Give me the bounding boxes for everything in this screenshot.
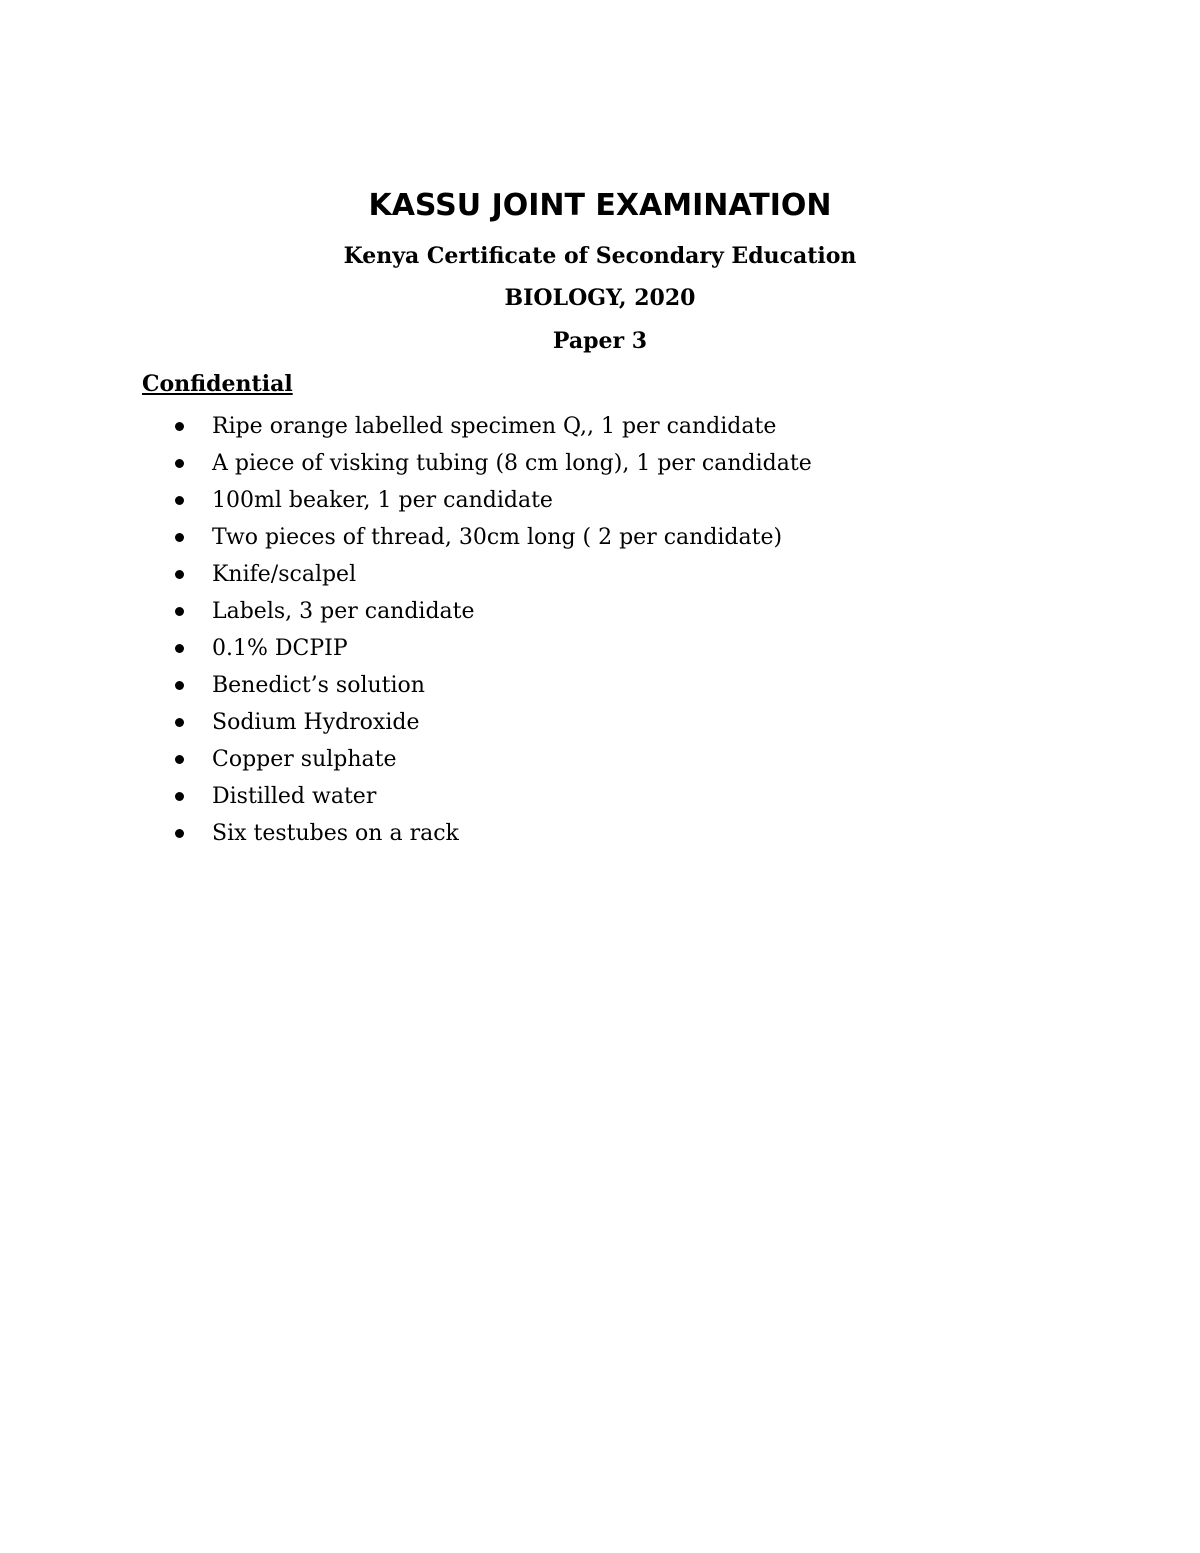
bullet-icon (175, 681, 184, 690)
exam-certificate-subtitle: Kenya Certificate of Secondary Education (343, 243, 857, 269)
bullet-icon (175, 533, 184, 542)
bullet-icon (175, 792, 184, 801)
list-item (0, 778, 1200, 815)
document-title: KASSU JOINT EXAMINATION (368, 188, 832, 223)
list-item (0, 593, 1200, 630)
list-item-text: Copper sulphate (212, 747, 397, 772)
bullet-icon (175, 718, 184, 727)
list-item-text: A piece of visking tubing (8 cm long), 1 per candidate (212, 451, 812, 476)
paper-number: Paper 3 (552, 328, 648, 354)
bullet-icon (175, 755, 184, 764)
list-item-text: Ripe orange labelled specimen Q,, 1 per candidate (212, 414, 777, 439)
list-item (0, 482, 1200, 519)
list-item-text: Distilled water (212, 784, 377, 809)
bullet-icon (175, 607, 184, 616)
list-item (0, 630, 1200, 667)
list-item (0, 445, 1200, 482)
list-item (0, 667, 1200, 704)
list-item-text: 0.1% DCPIP (212, 636, 348, 661)
list-item (0, 556, 1200, 593)
bullet-icon (175, 422, 184, 431)
list-item (0, 408, 1200, 445)
confidential-heading: Confidential (142, 371, 293, 397)
list-item-text: Two pieces of thread, 30cm long ( 2 per candidate) (212, 525, 783, 550)
list-item (0, 704, 1200, 741)
list-item-text: Six testubes on a rack (212, 821, 459, 846)
bullet-icon (175, 829, 184, 838)
bullet-icon (175, 644, 184, 653)
bullet-icon (175, 496, 184, 505)
requirements-list (0, 408, 1200, 852)
list-item (0, 741, 1200, 778)
bullet-icon (175, 459, 184, 468)
list-item-text: Knife/scalpel (212, 562, 357, 587)
list-item (0, 519, 1200, 556)
list-item-text: 100ml beaker, 1 per candidate (212, 488, 553, 513)
bullet-icon (175, 570, 184, 579)
subject-year: BIOLOGY, 2020 (504, 285, 696, 311)
list-item-text: Benedict’s solution (212, 673, 425, 698)
list-item (0, 815, 1200, 852)
list-item-text: Sodium Hydroxide (212, 710, 420, 735)
list-item-text: Labels, 3 per candidate (212, 599, 475, 624)
